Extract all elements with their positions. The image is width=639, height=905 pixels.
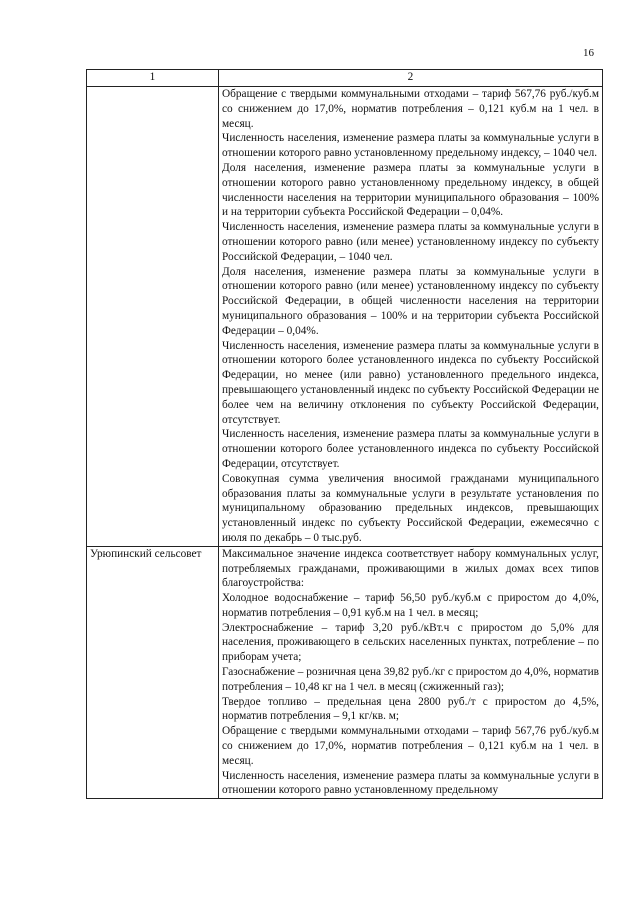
indicators-cell bbox=[219, 546, 603, 799]
table-row bbox=[87, 546, 603, 799]
tariff-table bbox=[86, 69, 603, 799]
paragraph: Обращение с твердыми коммунальными отходами – тариф 567,76 руб./куб.м со снижением до 17,0%, норматив потребления – 0,121 куб.м на 1 чел. в месяц. bbox=[222, 88, 599, 130]
column-header-1: 1 bbox=[87, 70, 219, 87]
table-header-row bbox=[87, 70, 603, 87]
page-number: 16 bbox=[583, 47, 594, 59]
paragraph: Электроснабжение – тариф 3,20 руб./кВт.ч с приростом до 5,0% для населения, проживающего в сельских населенных пунктах, потребление – по приборам учета; bbox=[222, 621, 599, 664]
paragraph: Численность населения, изменение размера платы за коммунальные услуги в отношении которого равно (или менее) установленному индексу по субъекту Российской Федерации, – 1040 чел. bbox=[222, 221, 599, 263]
paragraph: Совокупная сумма увеличения вносимой гражданами муниципального образования платы за коммунальные услуги в результате установления по муниципальному образованию предельных индексов, превышающих установленный индекс по субъекту Российской Федерации, ежемесячно с июля по декабрь – 0 тыс.руб. bbox=[222, 472, 599, 544]
municipality-name bbox=[87, 87, 219, 547]
paragraph: Обращение с твердыми коммунальными отходами – тариф 567,76 руб./куб.м со снижением до 17,0%, норматив потребления – 0,121 куб.м на 1 чел. в месяц. bbox=[222, 725, 599, 767]
paragraph: Доля населения, изменение размера платы за коммунальные услуги в отношении которого равно установленному предельному индексу, в общей численности населения на территории муниципального образования – 100% и на территории субъекта Российской Федерации – 0,04%. bbox=[222, 161, 599, 219]
paragraph: Доля населения, изменение размера платы за коммунальные услуги в отношении которого равно (или менее) установленному индексу по субъекту Российской Федерации, в общей численности населения на территории муниципального образования – 100% и на территории субъекта Российской Федерации – 0,04%. bbox=[222, 265, 599, 337]
paragraph: Твердое топливо – предельная цена 2800 руб./т с приростом до 4,5%, норматив потребления – 9,1 кг/кв. м; bbox=[222, 695, 599, 723]
municipality-name: Урюпинский сельсовет bbox=[87, 546, 219, 799]
column-header-2: 2 bbox=[219, 70, 603, 87]
paragraph: Численность населения, изменение размера платы за коммунальные услуги в отношении которого равно установленному предельному индексу, – 1040 чел. bbox=[222, 132, 599, 160]
table-row bbox=[87, 87, 603, 547]
indicators-cell bbox=[219, 87, 603, 547]
paragraph: Численность населения, изменение размера платы за коммунальные услуги в отношении которого более установленного индекса по субъекту Российской Федерации, отсутствует. bbox=[222, 428, 599, 470]
paragraph: Численность населения, изменение размера платы за коммунальные услуги в отношении которого равно установленному предельному bbox=[222, 769, 599, 797]
paragraph: Численность населения, изменение размера платы за коммунальные услуги в отношении которого более установленного индекса по субъекту Российской Федерации, но менее (или равно) установленного предельного индекса, превышающего установленный индекс по субъекту Российской Федерации не более чем на величину отклонения по субъекту Российской Федерации, отсутствует. bbox=[222, 339, 599, 426]
paragraph: Максимальное значение индекса соответствует набору коммунальных услуг, потребляемых гражданами, проживающими в жилых домах всех типов благоустройства: bbox=[222, 547, 599, 590]
paragraph: Холодное водоснабжение – тариф 56,50 руб./куб.м с приростом до 4,0%, норматив потребления – 0,91 куб.м на 1 чел. в месяц; bbox=[222, 592, 599, 619]
paragraph: Газоснабжение – розничная цена 39,82 руб./кг с приростом до 4,0%, норматив потребления – 10,48 кг на 1 чел. в месяц (сжиженный газ); bbox=[222, 666, 599, 693]
